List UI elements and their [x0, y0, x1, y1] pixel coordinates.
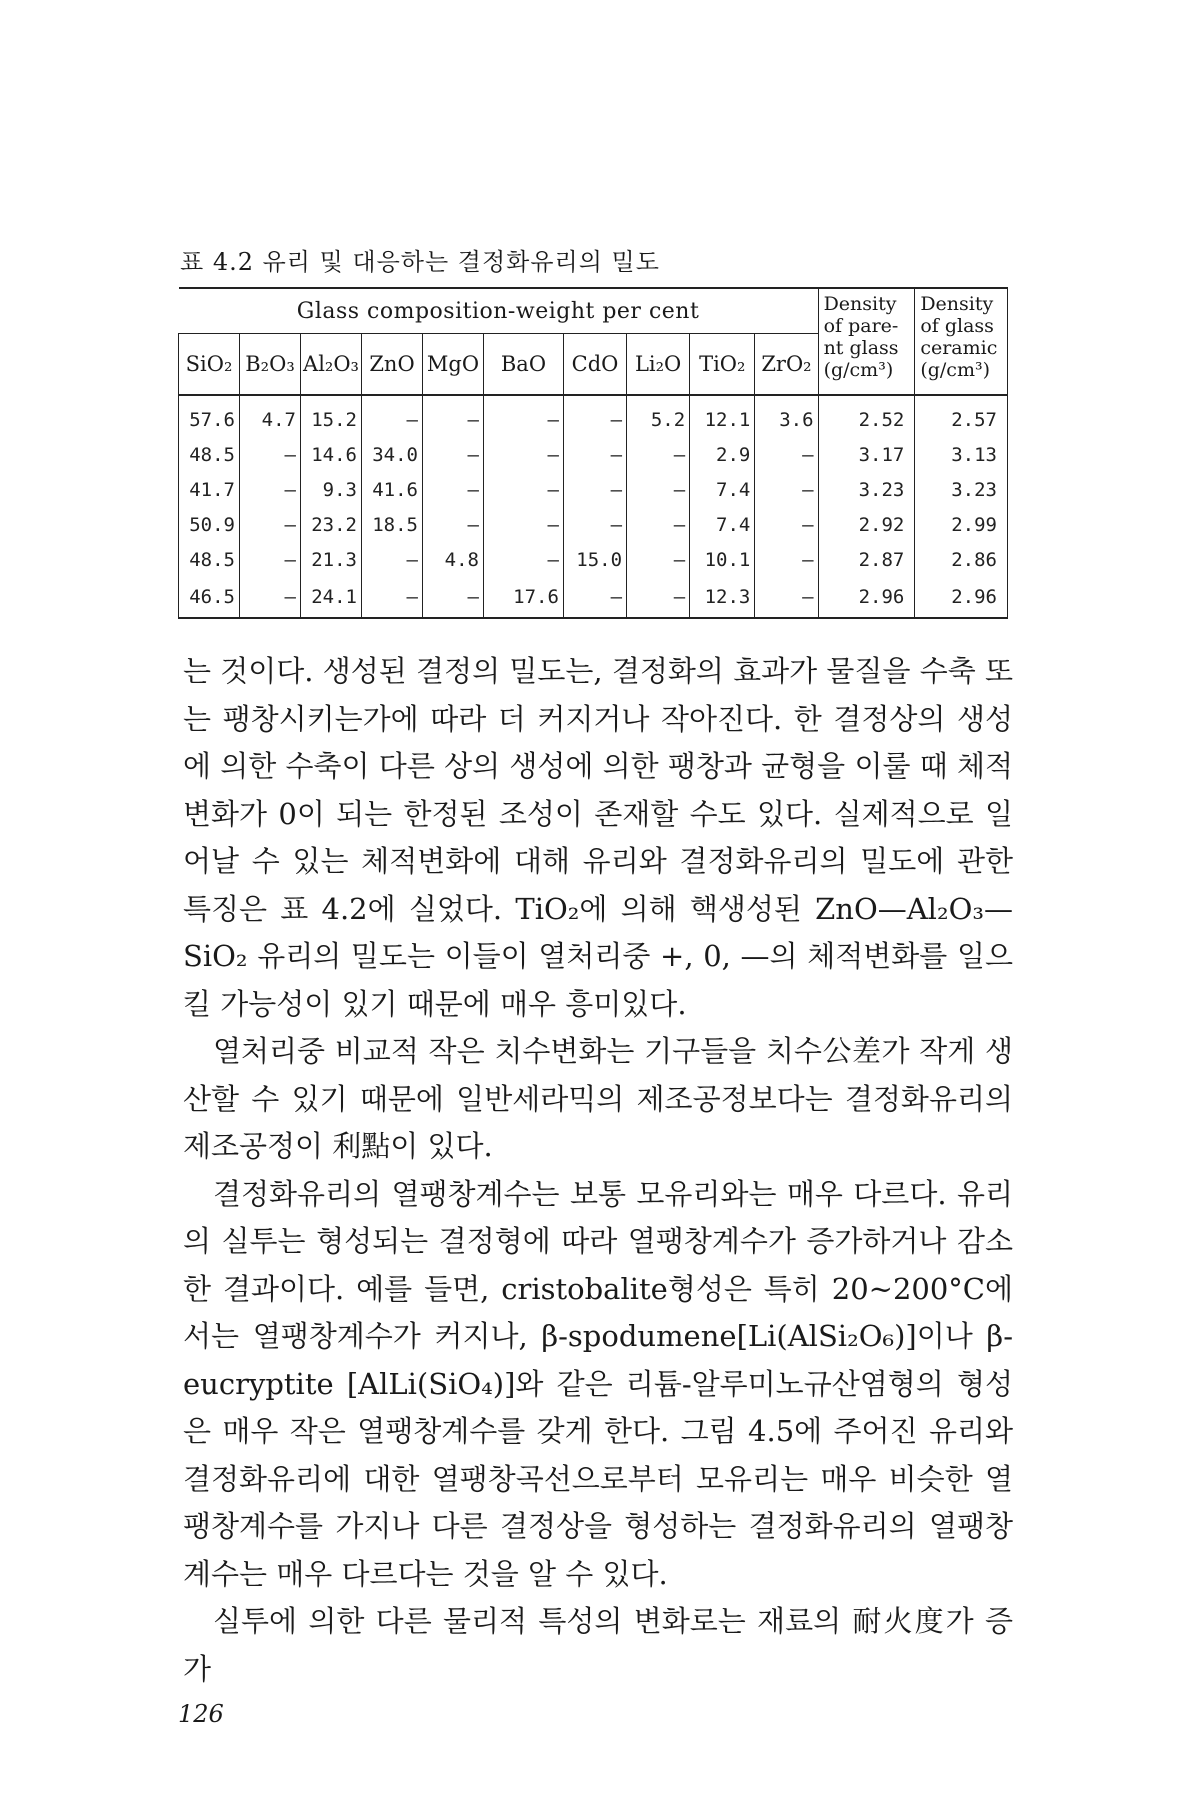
table-cell: 3.23	[818, 472, 915, 507]
table-cell: —	[240, 472, 301, 507]
table-cell: —	[755, 437, 818, 472]
table-cell: 2.96	[818, 577, 915, 618]
table-row	[179, 472, 1008, 507]
table-cell: —	[423, 437, 484, 472]
column-header: SiO₂	[179, 334, 240, 396]
table-cell: —	[755, 577, 818, 618]
table-cell: —	[627, 507, 690, 542]
table-cell: —	[755, 507, 818, 542]
table-cell: —	[423, 472, 484, 507]
table-cell: —	[240, 507, 301, 542]
table-cell: 2.9	[690, 437, 755, 472]
column-header: ZnO	[362, 334, 423, 396]
column-header: B₂O₃	[240, 334, 301, 396]
table-cell: 50.9	[179, 507, 240, 542]
column-header: ZrO₂	[755, 334, 818, 396]
table-cell: 4.8	[423, 542, 484, 577]
paragraph: 는 것이다. 생성된 결정의 밀도는, 결정화의 효과가 물질을 수축 또는 팽창시키는가에 따라 더 커지거나 작아진다. 한 결정상의 생성에 의한 수축이 다른 상의 생성에 의한 팽창과 균형을 이룰 때 체적변화가 0이 되는 한정된 조성이 존재할 수도 있다. 실제적으로 일어날 수 있는 체적변화에 대해 유리와 결정화유리의 밀도에 관한 특징은 표 4.2에 실었다. TiO₂에 의해 핵생성된 ZnO—Al₂O₃—SiO₂ 유리의 밀도는 이들이 열처리중 +, 0, —의 체적변화를 일으킬 가능성이 있기 때문에 매우 흥미있다.	[183, 654, 1013, 1021]
table-cell: 41.7	[179, 472, 240, 507]
column-header: Al₂O₃	[301, 334, 362, 396]
table-cell: —	[240, 577, 301, 618]
table-row	[179, 437, 1008, 472]
table-cell: 12.3	[690, 577, 755, 618]
table-cell: 2.92	[818, 507, 915, 542]
table-cell: —	[240, 437, 301, 472]
table-cell: 2.99	[915, 507, 1008, 542]
paragraph: 열처리중 비교적 작은 치수변화는 기구들을 치수公差가 작게 생산할 수 있기 때문에 일반세라믹의 제조공정보다는 결정화유리의 제조공정이 利點이 있다.	[183, 1034, 1013, 1163]
table-cell: 5.2	[627, 395, 690, 437]
table-row	[179, 395, 1008, 437]
table-cell: 2.52	[818, 395, 915, 437]
table-cell: 34.0	[362, 437, 423, 472]
table-cell: 24.1	[301, 577, 362, 618]
composition-group-header: Glass composition-weight per cent	[179, 288, 819, 334]
table-cell: —	[423, 395, 484, 437]
table-cell: —	[755, 472, 818, 507]
table-cell: 48.5	[179, 542, 240, 577]
table-cell: 10.1	[690, 542, 755, 577]
table-cell: 9.3	[301, 472, 362, 507]
table-cell: 57.6	[179, 395, 240, 437]
table-cell: —	[362, 577, 423, 618]
body-text	[183, 648, 1013, 1693]
table-cell: 23.2	[301, 507, 362, 542]
density-parent-header: Density of pare- nt glass (g/cm³)	[818, 288, 915, 395]
table-cell: —	[563, 395, 626, 437]
table-cell: —	[484, 437, 564, 472]
table-cell: 46.5	[179, 577, 240, 618]
table-cell: —	[563, 577, 626, 618]
table-cell: 3.23	[915, 472, 1008, 507]
column-header: Li₂O	[627, 334, 690, 396]
table-cell: —	[484, 472, 564, 507]
table-row	[179, 542, 1008, 577]
page-number: 126	[178, 1700, 224, 1728]
table-cell: 17.6	[484, 577, 564, 618]
table-caption: 표 4.2 유리 및 대응하는 결정화유리의 밀도	[180, 248, 660, 276]
table-cell: 4.7	[240, 395, 301, 437]
column-header: TiO₂	[690, 334, 755, 396]
table-cell: —	[755, 542, 818, 577]
table-cell: —	[362, 542, 423, 577]
table-cell: 3.13	[915, 437, 1008, 472]
table-cell: 21.3	[301, 542, 362, 577]
density-ceramic-header: Density of glass ceramic (g/cm³)	[915, 288, 1008, 395]
table-row	[179, 507, 1008, 542]
table-cell: —	[484, 507, 564, 542]
table-cell: —	[627, 437, 690, 472]
column-header: CdO	[563, 334, 626, 396]
table-cell: —	[627, 577, 690, 618]
column-header: BaO	[484, 334, 564, 396]
table-cell: —	[563, 507, 626, 542]
table-cell: 48.5	[179, 437, 240, 472]
table-cell: 14.6	[301, 437, 362, 472]
table-cell: —	[423, 577, 484, 618]
table-cell: 7.4	[690, 472, 755, 507]
table-cell: 15.2	[301, 395, 362, 437]
table-cell: 2.57	[915, 395, 1008, 437]
table-cell: —	[484, 542, 564, 577]
table-cell: 15.0	[563, 542, 626, 577]
table-cell: —	[362, 395, 423, 437]
table-cell: —	[423, 507, 484, 542]
table-cell: 3.6	[755, 395, 818, 437]
paragraph: 실투에 의한 다른 물리적 특성의 변화로는 재료의 耐火度가 증가	[183, 1604, 1013, 1686]
table-cell: 41.6	[362, 472, 423, 507]
table-cell: —	[627, 472, 690, 507]
table-row	[179, 577, 1008, 618]
table-cell: 12.1	[690, 395, 755, 437]
table-cell: —	[484, 395, 564, 437]
paragraph: 결정화유리의 열팽창계수는 보통 모유리와는 매우 다르다. 유리의 실투는 형성되는 결정형에 따라 열팽창계수가 증가하거나 감소한 결과이다. 예를 들면, cristobalite형성은 특히 20~200°C에서는 열팽창계수가 커지나, β-spodumene[Li(AlSi₂O₆)]이나 β-eucryptite [AlLi(SiO₄)]와 같은 리튬-알루미노규산염형의 형성은 매우 작은 열팽창계수를 갖게 한다. 그림 4.5에 주어진 유리와 결정화유리에 대한 열팽창곡선으로부터 모유리는 매우 비슷한 열팽창계수를 가지나 다른 결정상을 형성하는 결정화유리의 열팽창계수는 매우 다르다는 것을 알 수 있다.	[183, 1176, 1013, 1591]
table-cell: 2.87	[818, 542, 915, 577]
table-cell: 18.5	[362, 507, 423, 542]
table-cell: —	[240, 542, 301, 577]
glass-density-table	[178, 287, 1008, 619]
table-cell: —	[563, 472, 626, 507]
column-header: MgO	[423, 334, 484, 396]
table-cell: —	[563, 437, 626, 472]
table-cell: 2.86	[915, 542, 1008, 577]
table-cell: 2.96	[915, 577, 1008, 618]
table-cell: 3.17	[818, 437, 915, 472]
table-cell: —	[627, 542, 690, 577]
table-cell: 7.4	[690, 507, 755, 542]
